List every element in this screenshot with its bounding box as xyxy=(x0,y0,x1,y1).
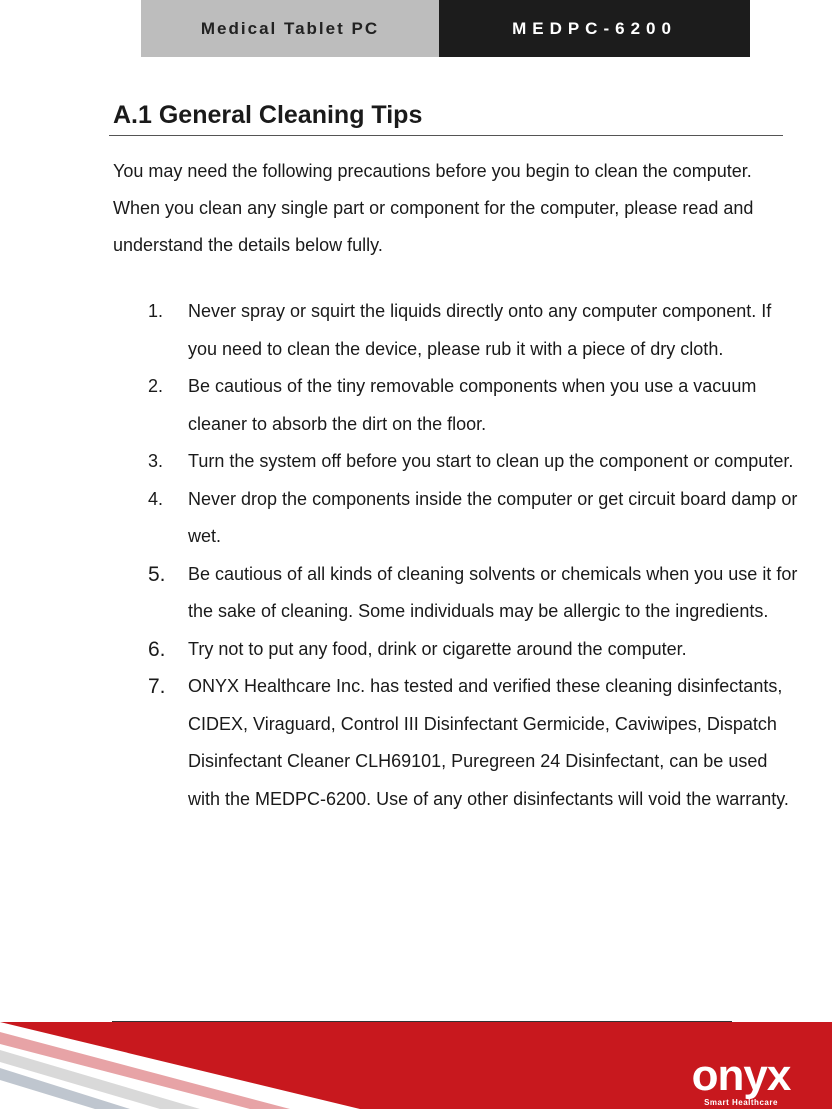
list-item-text: ONYX Healthcare Inc. has tested and verified these cleaning disinfectants, CIDEX, Viraguard, Control III Disinfectant Germicide, Caviwipes, Dispatch Disinfectant Cleaner CLH69101, Puregreen 24 Disinfectant, can be used with the MEDPC-6200. Use of any other disinfectants will void the warranty. xyxy=(188,676,789,809)
intro-paragraph: You may need the following precautions before you begin to clean the computer. When you clean any single part or component for the computer, please read and understand the details below fully. xyxy=(113,161,754,255)
list-item-text: Be cautious of all kinds of cleaning solvents or chemicals when you use it for the sake of cleaning. Some individuals may be allergic to the ingredients. xyxy=(188,563,798,621)
list-item-text: Never drop the components inside the computer or get circuit board damp or wet. xyxy=(188,488,798,546)
list-item-number: 6. xyxy=(148,637,166,661)
list-item-text: Try not to put any food, drink or cigarette around the computer. xyxy=(188,638,687,659)
list-item-number: 7. xyxy=(148,675,166,698)
logo-wordmark: onyx xyxy=(691,1051,791,1100)
list-item xyxy=(148,368,808,443)
list-item-text: Never spray or squirt the liquids directly onto any computer component. If you need to clean the device, please rub it with a piece of dry cloth. xyxy=(188,301,772,359)
cleaning-tips-list xyxy=(148,293,808,818)
list-item-number: 1. xyxy=(148,301,164,321)
section-title: A.1 General Cleaning Tips xyxy=(113,101,423,129)
list-item-number: 4. xyxy=(148,488,164,509)
list-item xyxy=(148,556,808,631)
list-item-number: 5. xyxy=(148,562,166,586)
list-item xyxy=(148,293,808,368)
list-item xyxy=(148,481,808,556)
onyx-logo xyxy=(676,1051,806,1107)
list-item-number: 3. xyxy=(148,451,164,471)
header-product-label: Medical Tablet PC xyxy=(200,18,380,38)
list-item-text: Be cautious of the tiny removable components when you use a vacuum cleaner to absorb the dirt on the floor. xyxy=(188,376,757,434)
header-model-label: MEDPC-6200 xyxy=(512,18,677,38)
header-product-tab xyxy=(141,0,439,57)
logo-tagline: Smart Healthcare xyxy=(704,1098,778,1107)
list-item-number: 2. xyxy=(148,376,164,396)
title-divider xyxy=(109,135,783,136)
list-item xyxy=(148,631,808,669)
list-item xyxy=(148,443,808,481)
list-item xyxy=(148,668,808,818)
header-model-tab xyxy=(439,0,750,57)
list-item-text: Turn the system off before you start to clean up the component or computer. xyxy=(188,451,794,471)
